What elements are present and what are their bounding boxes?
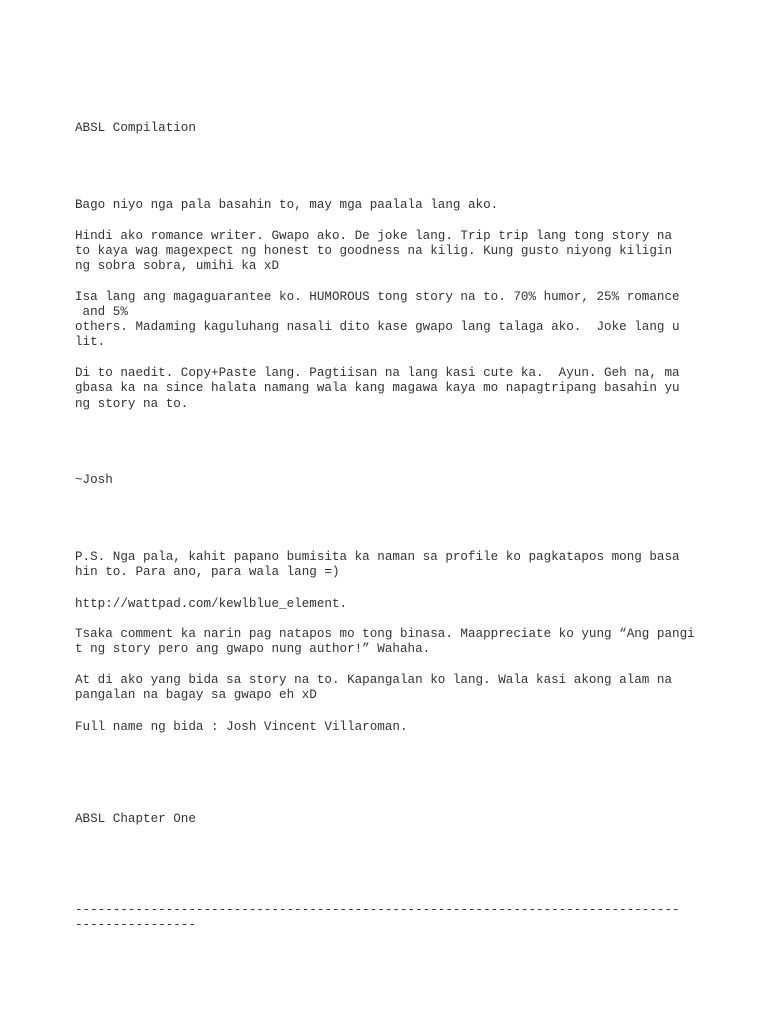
full-name-line: Full name ng bida : Josh Vincent Villaroman. [75, 720, 408, 734]
paragraph-line: ng story na to. [75, 397, 189, 411]
paragraph-line: Isa lang ang magaguarantee ko. HUMOROUS tong story na to. 70% humor, 25% romance [75, 290, 680, 304]
paragraph-line: others. Madaming kaguluhang nasali dito kase gwapo lang talaga ako. Joke lang u [75, 320, 680, 334]
document-title: ABSL Compilation [75, 121, 196, 135]
bida-line: pangalan na bagay sa gwapo eh xD [75, 688, 317, 702]
ps-line: hin to. Para ano, para wala lang =) [75, 565, 340, 579]
chapter-heading: ABSL Chapter One [75, 812, 196, 826]
paragraph-line: and 5% [75, 305, 128, 319]
divider-line: ---------------- [75, 918, 196, 932]
paragraph-line: to kaya wag magexpect ng honest to goodness na kilig. Kung gusto niyong kiligin [75, 244, 673, 258]
paragraph-line: gbasa ka na since halata namang wala kang magawa kaya mo napagtripang basahin yu [75, 381, 680, 395]
divider-line: -------------------------------------------------------------------------------- [75, 903, 680, 917]
intro-line: Bago niyo nga pala basahin to, may mga paalala lang ako. [75, 198, 499, 212]
paragraph-line: Di to naedit. Copy+Paste lang. Pagtiisan na lang kasi cute ka. Ayun. Geh na, ma [75, 366, 680, 380]
ps-line: P.S. Nga pala, kahit papano bumisita ka naman sa profile ko pagkatapos mong basa [75, 550, 680, 564]
paragraph-line: lit. [75, 335, 106, 349]
profile-link: http://wattpad.com/kewlblue_element. [75, 597, 348, 611]
comment-line: t ng story pero ang gwapo nung author!” Wahaha. [75, 642, 431, 656]
paragraph-line: ng sobra sobra, umihi ka xD [75, 259, 280, 273]
signature: ~Josh [75, 473, 113, 487]
comment-line: Tsaka comment ka narin pag natapos mo tong binasa. Maappreciate ko yung “Ang pangi [75, 627, 695, 641]
paragraph-line: Hindi ako romance writer. Gwapo ako. De joke lang. Trip trip lang tong story na [75, 229, 673, 243]
bida-line: At di ako yang bida sa story na to. Kapangalan ko lang. Wala kasi akong alam na [75, 673, 673, 687]
